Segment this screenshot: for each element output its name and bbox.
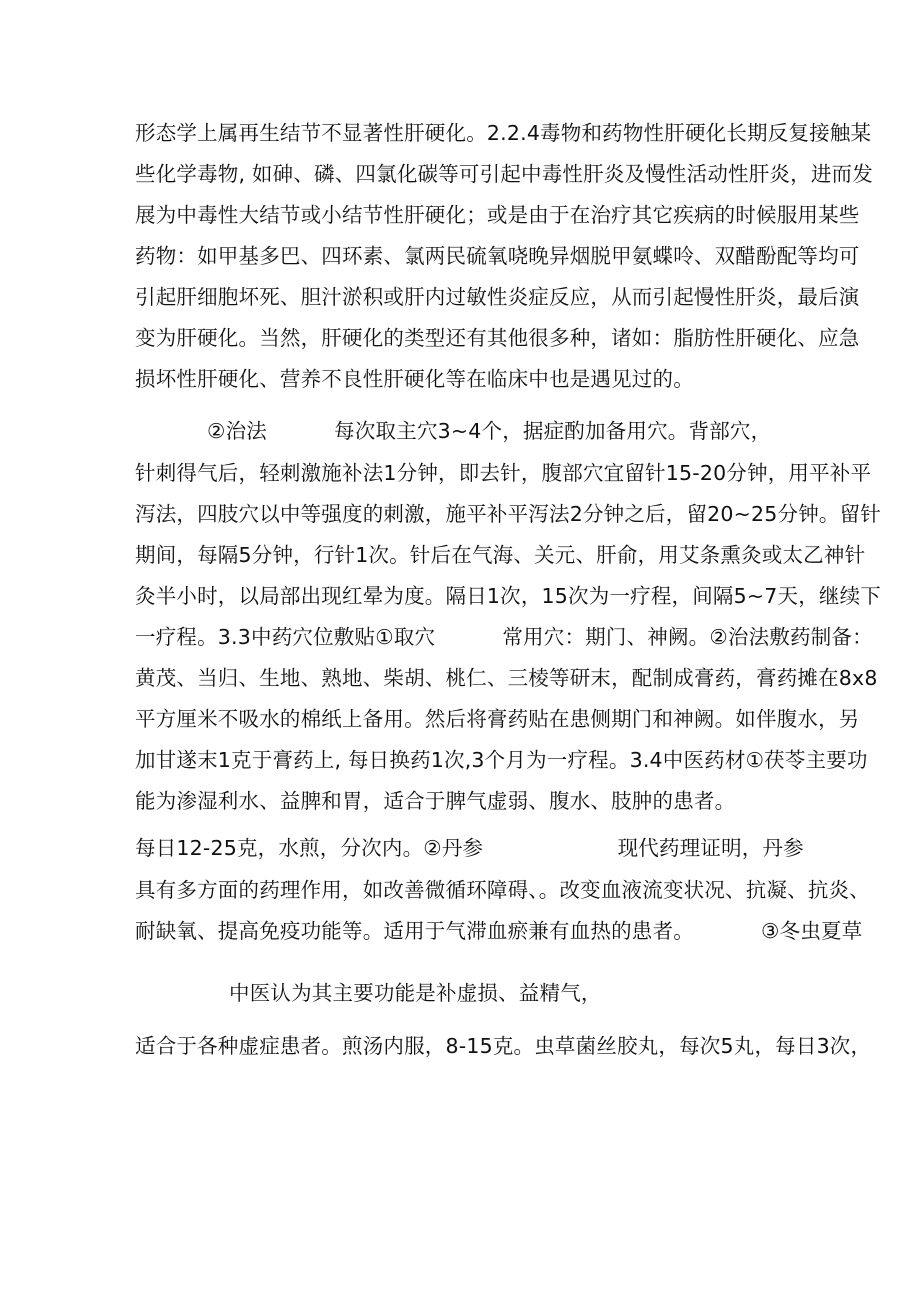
text-line: 一疗程。3.3中药穴位敷贴①取穴 常用穴：期门、神阙。②治法敷药制备：	[135, 625, 873, 649]
text-line: 平方厘米不吸水的棉纸上备用。然后将膏药贴在患侧期门和神阙。如伴腹水，另	[135, 707, 860, 731]
text-line: 每日12-25克，水煎，分次内。②丹参 现代药理证明，丹参	[135, 836, 804, 860]
text-line: 适合于各种虚症患者。煎汤内服，8-15克。虫草菌丝胶丸，每次5丸，每日3次，	[135, 1034, 872, 1058]
text-line: 针刺得气后，轻刺激施补法1分钟，即去针，腹部穴宜留针15-20分钟，用平补平	[135, 461, 872, 485]
text-line: 加甘遂末1克于膏药上, 每日换药1次,3个月为一疗程。3.4中医药材①茯苓主要功	[135, 748, 868, 772]
text-line: ②治法 每次取主穴3~4个，据症酌加备用穴。背部穴，	[207, 419, 772, 443]
text-line: 展为中毒性大结节或小结节性肝硬化；或是由于在治疗其它疾病的时候服用某些	[135, 203, 860, 227]
text-line: 泻法，四肢穴以中等强度的刺激，施平补平泻法2分钟之后，留20~25分钟。留针	[135, 502, 881, 526]
text-line: 药物：如甲基多巴、四环素、氯两民硫氧哓晚异烟脱甲氨蝶呤、双醋酚配等均可	[135, 244, 860, 268]
text-line: 中医认为其主要功能是补虚损、益精气，	[229, 981, 602, 1005]
text-line: 损坏性肝硬化、营养不良性肝硬化等在临床中也是遇见过的。	[135, 367, 694, 391]
text-line: 具有多方面的药理作用，如改善微循环障碍、。改变血液流变状况、抗凝、抗炎、	[135, 878, 870, 902]
text-line: 黄茂、当归、生地、熟地、柴胡、桃仁、三棱等研末，配制成膏药，膏药摊在8x8	[135, 666, 878, 690]
text-line: 形态学上属再生结节不显著性肝硬化。2.2.4毒物和药物性肝硬化长期反复接触某	[135, 121, 872, 145]
text-line: 能为渗湿利水、益脾和胃，适合于脾气虚弱、腹水、肢肿的患者。	[135, 789, 736, 813]
text-line: 些化学毒物, 如砷、磷、四氯化碳等可引起中毒性肝炎及慢性活动性肝炎，进而发	[135, 162, 873, 186]
text-line: 灸半小时，以局部出现红晕为度。隔日1次，15次为一疗程，间隔5~7天，继续下	[135, 584, 881, 608]
text-line: 期间，每隔5分钟，行针1次。针后在气海、关元、肝俞，用艾条熏灸或太乙神针	[135, 543, 866, 567]
text-line: 变为肝硬化。当然，肝硬化的类型还有其他很多种，诸如：脂肪性肝硬化、应急	[135, 326, 860, 350]
text-line: 引起肝细胞坏死、胆汁淤积或肝内过敏性炎症反应，从而引起慢性肝炎，最后演	[135, 285, 860, 309]
text-line: 耐缺氧、提高免疫功能等。适用于气滞血瘀兼有血热的患者。 ③冬虫夏草	[135, 919, 863, 943]
